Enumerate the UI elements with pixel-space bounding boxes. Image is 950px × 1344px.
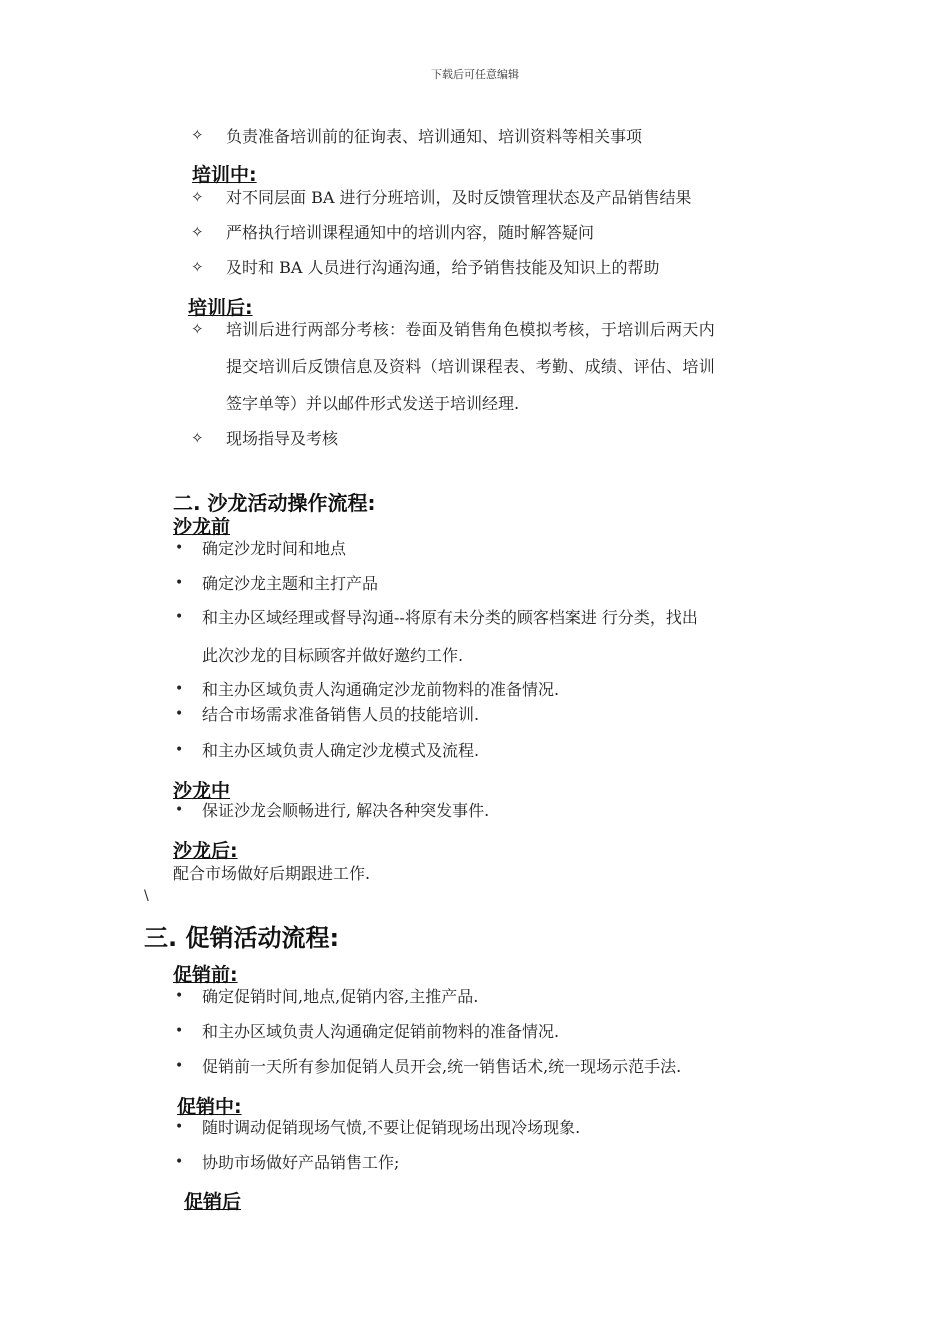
list-item: 保证沙龙会顺畅进行, 解决各种突发事件. [202,801,490,820]
section-heading-promo-after: 促销后 [184,1191,242,1213]
bullet-icon: • [175,1154,184,1170]
bullet-icon: • [175,681,184,697]
list-item-continuation: 此次沙龙的目标顾客并做好邀约工作. [202,646,464,665]
diamond-bullet-icon: ✧ [191,429,204,447]
list-item: 确定沙龙时间和地点 [202,539,347,558]
list-item: 严格执行培训课程通知中的培训内容，随时解答疑问 [226,223,595,242]
section-heading-salon-before: 沙龙前 [173,516,231,538]
bullet-icon: • [175,540,184,556]
list-item: 现场指导及考核 [226,429,339,448]
section-title-promo: 三. 促销活动流程: [144,924,340,952]
bullet-icon: • [175,1023,184,1039]
section-heading-salon-after: 沙龙后: [173,840,238,862]
list-item: 和主办区域经理或督导沟通--将原有未分类的顾客档案进 行分类，找出 [202,608,698,627]
section-title-salon: 二. 沙龙活动操作流程: [173,491,376,515]
section-heading-training-during: 培训中: [192,164,257,186]
list-item: 培训后进行两部分考核：卷面及销售角色模拟考核，于培训后两天内 [226,320,716,339]
diamond-bullet-icon: ✧ [191,126,204,144]
bullet-icon: • [175,609,184,625]
list-item: 及时和 BA 人员进行沟通沟通，给予销售技能及知识上的帮助 [226,258,660,277]
bullet-icon: • [175,988,184,1004]
section-heading-salon-during: 沙龙中 [173,780,231,802]
list-item: 对不同层面 BA 进行分班培训，及时反馈管理状态及产品销售结果 [226,188,692,207]
bullet-icon: • [175,742,184,758]
diamond-bullet-icon: ✧ [191,188,204,206]
page-header: 下载后可任意编辑 [431,68,519,81]
bullet-icon: • [175,1119,184,1135]
list-item: 确定促销时间,地点,促销内容,主推产品. [202,987,479,1006]
section-heading-training-after: 培训后: [188,297,253,319]
list-item-continuation: 签字单等）并以邮件形式发送于培训经理. [226,394,520,413]
list-item: 结合市场需求准备销售人员的技能培训. [202,705,480,724]
salon-after-text: 配合市场做好后期跟进工作. [173,864,371,883]
bullet-icon: • [175,1058,184,1074]
section-heading-promo-before: 促销前: [173,964,238,986]
list-item: 随时调动促销现场气愤,不要让促销现场出现冷场现象. [202,1118,581,1137]
list-item: 促销前一天所有参加促销人员开会,统一销售话术,统一现场示范手法. [202,1057,682,1076]
list-item: 和主办区域负责人沟通确定促销前物料的准备情况. [202,1022,560,1041]
list-item: 和主办区域负责人沟通确定沙龙前物料的准备情况. [202,680,560,699]
bullet-icon: • [175,575,184,591]
section-heading-promo-during: 促销中: [177,1096,242,1118]
stray-backslash: \ [144,888,149,904]
diamond-bullet-icon: ✧ [191,258,204,276]
list-item: 和主办区域负责人确定沙龙模式及流程. [202,741,480,760]
diamond-bullet-icon: ✧ [191,320,204,338]
list-item: 负责准备培训前的征询表、培训通知、培训资料等相关事项 [226,127,643,146]
list-item: 确定沙龙主题和主打产品 [202,574,379,593]
list-item-continuation: 提交培训后反馈信息及资料（培训课程表、考勤、成绩、评估、培训 [226,357,716,376]
list-item: 协助市场做好产品销售工作; [202,1153,400,1172]
diamond-bullet-icon: ✧ [191,223,204,241]
bullet-icon: • [175,706,184,722]
bullet-icon: • [175,802,184,818]
